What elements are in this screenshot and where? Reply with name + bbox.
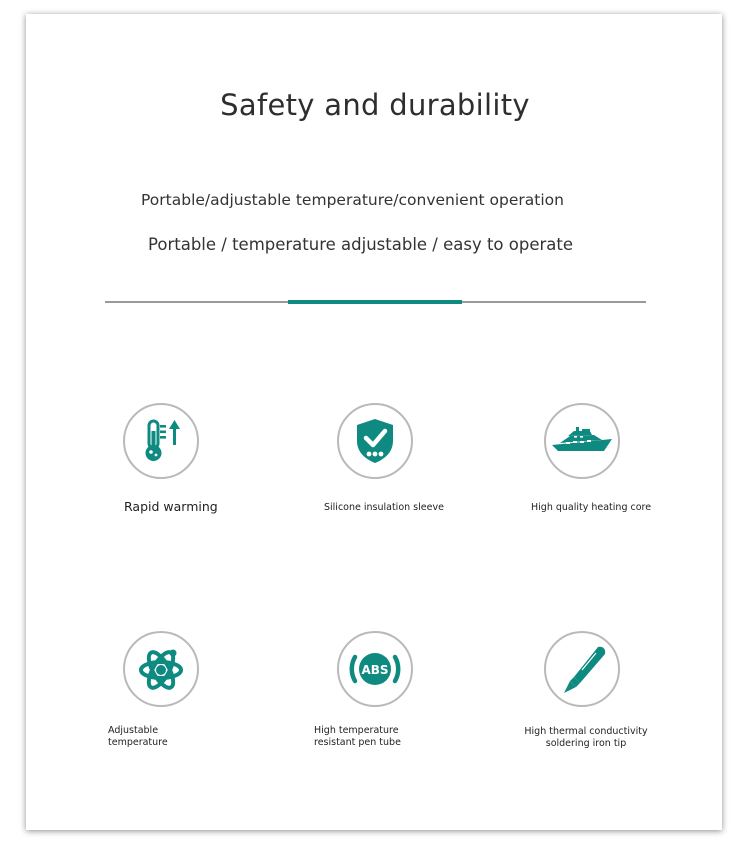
feature-label-adjustable-temperature [108, 725, 168, 749]
section-divider-accent [288, 300, 462, 304]
feature-label-line: High thermal conductivity [524, 726, 648, 737]
abs-icon [337, 631, 413, 707]
soldering-tip-icon [544, 631, 620, 707]
atom-icon [123, 631, 199, 707]
yacht-icon [544, 403, 620, 479]
feature-label-soldering-tip [524, 726, 648, 750]
feature-label-line: Adjustable [108, 725, 159, 736]
abs-icon-text: ABS [361, 663, 389, 677]
page-title: Safety and durability [220, 88, 530, 122]
feature-label-rapid-warming: Rapid warming [124, 499, 218, 514]
feature-label-line: soldering iron tip [545, 738, 627, 749]
thermometer-arrow-icon [123, 403, 199, 479]
feature-label-line: temperature [108, 737, 168, 748]
feature-label-line: resistant pen tube [314, 737, 401, 748]
subtitle-secondary: Portable / temperature adjustable / easy to operate [148, 235, 574, 254]
feature-label-line: High temperature [314, 725, 399, 736]
feature-label-pen-tube [314, 725, 401, 749]
feature-label-silicone-sleeve: Silicone insulation sleeve [324, 502, 444, 513]
shield-check-icon [337, 403, 413, 479]
subtitle-primary: Portable/adjustable temperature/convenient operation [141, 191, 564, 209]
feature-label-heating-core: High quality heating core [531, 502, 652, 513]
